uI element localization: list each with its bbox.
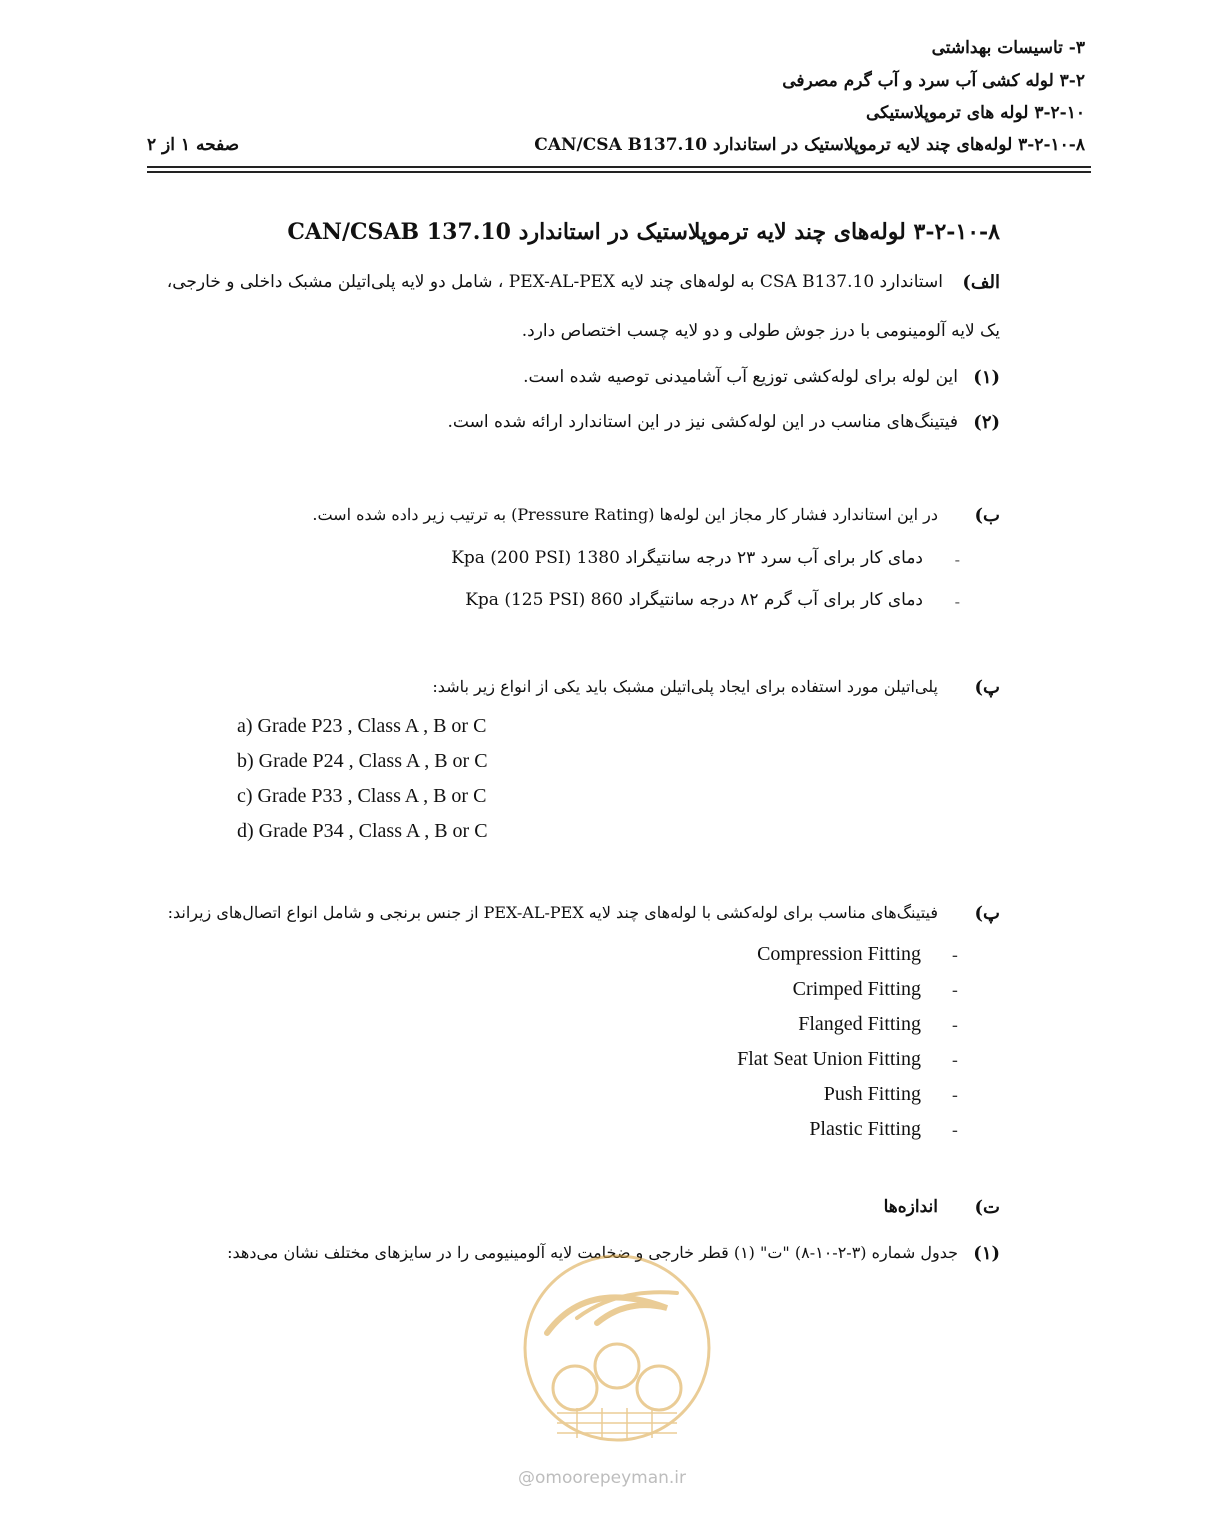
fitting-push: Push Fitting	[823, 1083, 921, 1105]
fitting-compression: Compression Fitting	[757, 943, 921, 965]
fitting-dash-6: -	[951, 1120, 958, 1141]
alef-item-1: این لوله برای لوله‌کشی توزیع آب آشامیدنی توصیه شده است.	[523, 367, 958, 387]
page-number: صفحه ۱ از ۲	[147, 135, 240, 155]
label-te: ت)	[974, 1197, 1000, 1218]
pe1-text: پلی‌اتیلن مورد استفاده برای ایجاد پلی‌اتیلن مشبک باید یکی از انواع زیر باشد:	[432, 677, 938, 696]
fitting-dash-3: -	[951, 1015, 958, 1036]
fitting-flat-seat-union: Flat Seat Union Fitting	[737, 1048, 921, 1070]
grade-a: a) Grade P23 , Class A , B or C	[237, 715, 487, 737]
alef-line-1: استاندارد CSA B137.10 به لوله‌های چند لایه PEX-AL-PEX ، شامل دو لایه پلی‌اتیلن مشبک داخلی و خارجی،	[166, 272, 943, 292]
header-line-2: ۳-۲ لوله کشی آب سرد و آب گرم مصرفی	[782, 71, 1085, 91]
grade-c: c) Grade P33 , Class A , B or C	[237, 785, 487, 807]
label-be: ب)	[974, 505, 1000, 526]
label-pe-1: پ)	[974, 677, 1000, 698]
fitting-dash-2: -	[951, 980, 958, 1001]
pe2-text: فیتینگ‌های مناسب برای لوله‌کشی با لوله‌های چند لایه PEX-AL-PEX از جنس برنجی و شامل انواع اتصال‌های زیراند:	[167, 903, 938, 922]
be-bullet-2: دمای کار برای آب گرم ۸۲ درجه سانتیگراد 860 Kpa (125 PSI)	[465, 590, 923, 610]
alef-item-1-number: (۱)	[973, 367, 1000, 388]
header-line-3: ۳-۲-۱۰ لوله های ترموپلاستیکی	[865, 103, 1085, 123]
section-title: ۳-۲-۱۰-۸ لوله‌های چند لایه ترموپلاستیک در استاندارد CAN/CSAB 137.10	[287, 219, 1000, 245]
be-dash-1: -	[954, 550, 960, 569]
fitting-dash-1: -	[951, 945, 958, 966]
fitting-dash-5: -	[951, 1085, 958, 1106]
header-line-1: ۳- تاسیسات بهداشتی	[931, 38, 1085, 58]
fitting-flanged: Flanged Fitting	[798, 1013, 921, 1035]
te-item-1: جدول شماره (۳-۲-۱۰-۸) "ت" (۱) قطر خارجی و ضخامت لایه آلومینیومی را در سایزهای مختلف نشان می‌دهد:	[227, 1243, 958, 1262]
fitting-plastic: Plastic Fitting	[809, 1118, 921, 1140]
fitting-dash-4: -	[951, 1050, 958, 1071]
watermark-url: @omoorepeyman.ir	[518, 1468, 687, 1488]
header-rule-top	[147, 166, 1091, 168]
alef-item-2: فیتینگ‌های مناسب در این لوله‌کشی نیز در این استاندارد ارائه شده است.	[447, 412, 958, 432]
fitting-crimped: Crimped Fitting	[792, 978, 921, 1000]
te-heading: اندازه‌ها	[883, 1197, 938, 1217]
be-dash-2: -	[954, 592, 960, 611]
label-alef: الف)	[962, 272, 1000, 293]
grade-d: d) Grade P34 , Class A , B or C	[237, 820, 488, 842]
alef-item-2-number: (۲)	[973, 412, 1000, 433]
be-text: در این استاندارد فشار کار مجاز این لوله‌ها (Pressure Rating) به ترتیب زیر داده شده است.	[312, 505, 938, 524]
be-bullet-1: دمای کار برای آب سرد ۲۳ درجه سانتیگراد 1380 Kpa (200 PSI)	[451, 548, 923, 568]
alef-line-2: یک لایه آلومینومی با درز جوش طولی و دو لایه چسب اختصاص دارد.	[521, 321, 1000, 341]
grade-b: b) Grade P24 , Class A , B or C	[237, 750, 488, 772]
omoorepeyman-seal-logo	[507, 1248, 727, 1448]
header-rule-bottom	[147, 171, 1091, 173]
label-pe-2: پ)	[974, 903, 1000, 924]
header-line-4: ۳-۲-۱۰-۸ لوله‌های چند لایه ترموپلاستیک در استاندارد CAN/CSA B137.10	[534, 135, 1085, 155]
te-item-1-number: (۱)	[973, 1243, 1000, 1264]
